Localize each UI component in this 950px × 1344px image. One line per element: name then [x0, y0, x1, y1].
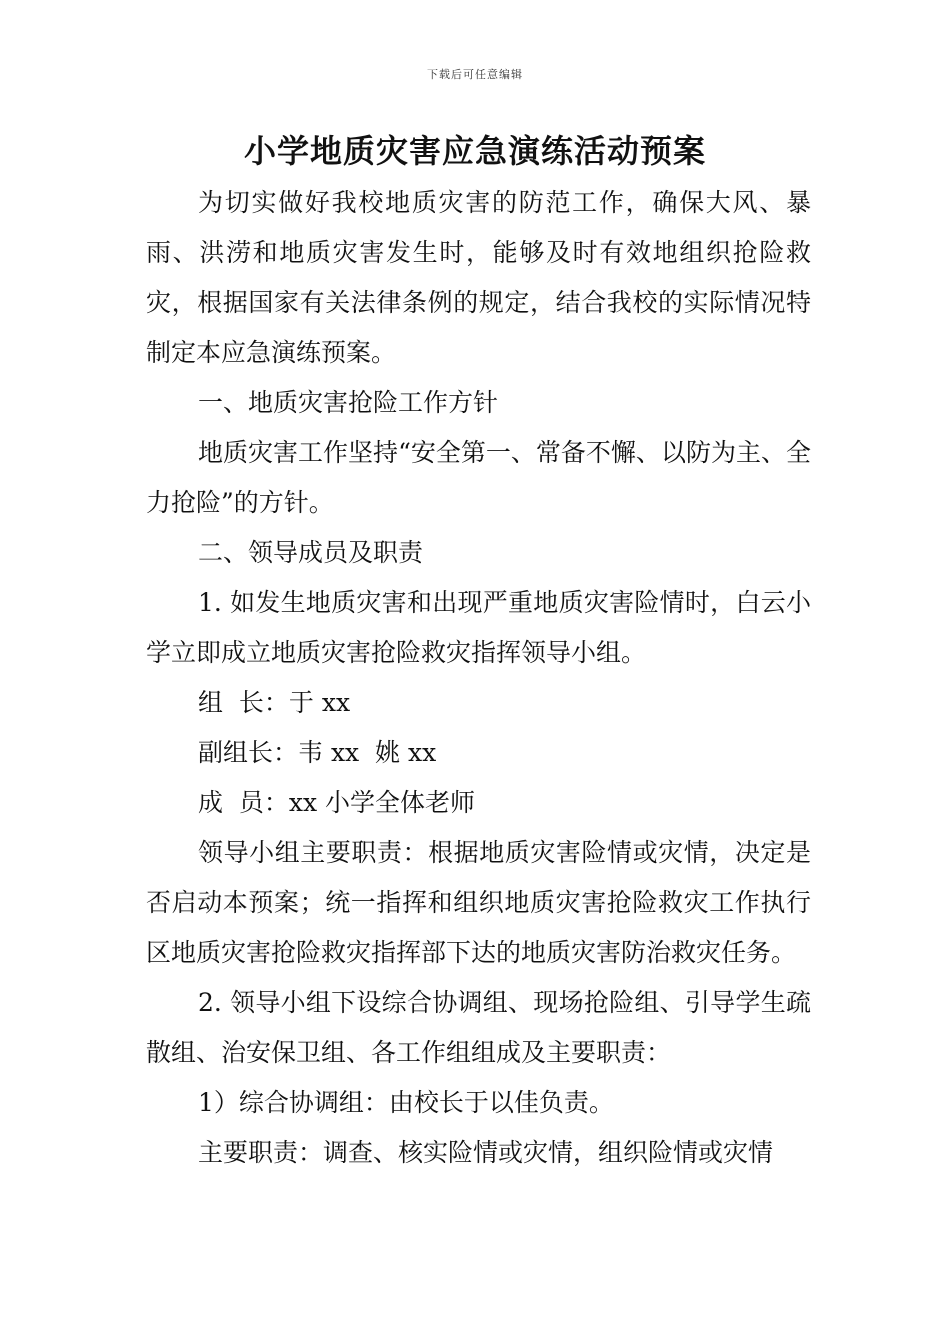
header-note: 下载后可任意编辑	[427, 68, 523, 81]
document-title: 小学地质灾害应急演练活动预案	[243, 132, 706, 170]
section-heading-2: 二、领导成员及职责	[198, 538, 424, 567]
main-duties-line: 主要职责：调查、核实险情或灾情，组织险情或灾情	[198, 1138, 774, 1167]
item-1-paragraph: 1. 如发生地质灾害和出现严重地质灾害险情时，白云小学立即成立地质灾害抢险救灾指挥领导小组。	[146, 588, 811, 667]
coordination-group-line: 1）综合协调组：由校长于以佳负责。	[198, 1088, 614, 1117]
intro-paragraph: 为切实做好我校地质灾害的防范工作，确保大风、暴雨、洪涝和地质灾害发生时，能够及时有效地组织抢险救灾，根据国家有关法律条例的规定，结合我校的实际情况特制定本应急演练预案。	[146, 188, 811, 367]
duties-paragraph: 领导小组主要职责：根据地质灾害险情或灾情，决定是否启动本预案；统一指挥和组织地质灾害抢险救灾工作执行区地质灾害抢险救灾指挥部下达的地质灾害防治救灾任务。	[146, 838, 811, 967]
deputy-leader-line: 副组长：韦 xx 姚 xx	[198, 738, 437, 767]
members-line: 成 员：xx 小学全体老师	[198, 788, 476, 817]
section-heading-1: 一、地质灾害抢险工作方针	[198, 388, 499, 417]
policy-paragraph: 地质灾害工作坚持“安全第一、常备不懈、以防为主、全力抢险”的方针。	[146, 438, 811, 517]
leader-line: 组 长：于 xx	[198, 688, 351, 717]
item-2-paragraph: 2. 领导小组下设综合协调组、现场抢险组、引导学生疏散组、治安保卫组、各工作组组成及主要职责：	[146, 988, 811, 1067]
document-body	[146, 178, 811, 1178]
